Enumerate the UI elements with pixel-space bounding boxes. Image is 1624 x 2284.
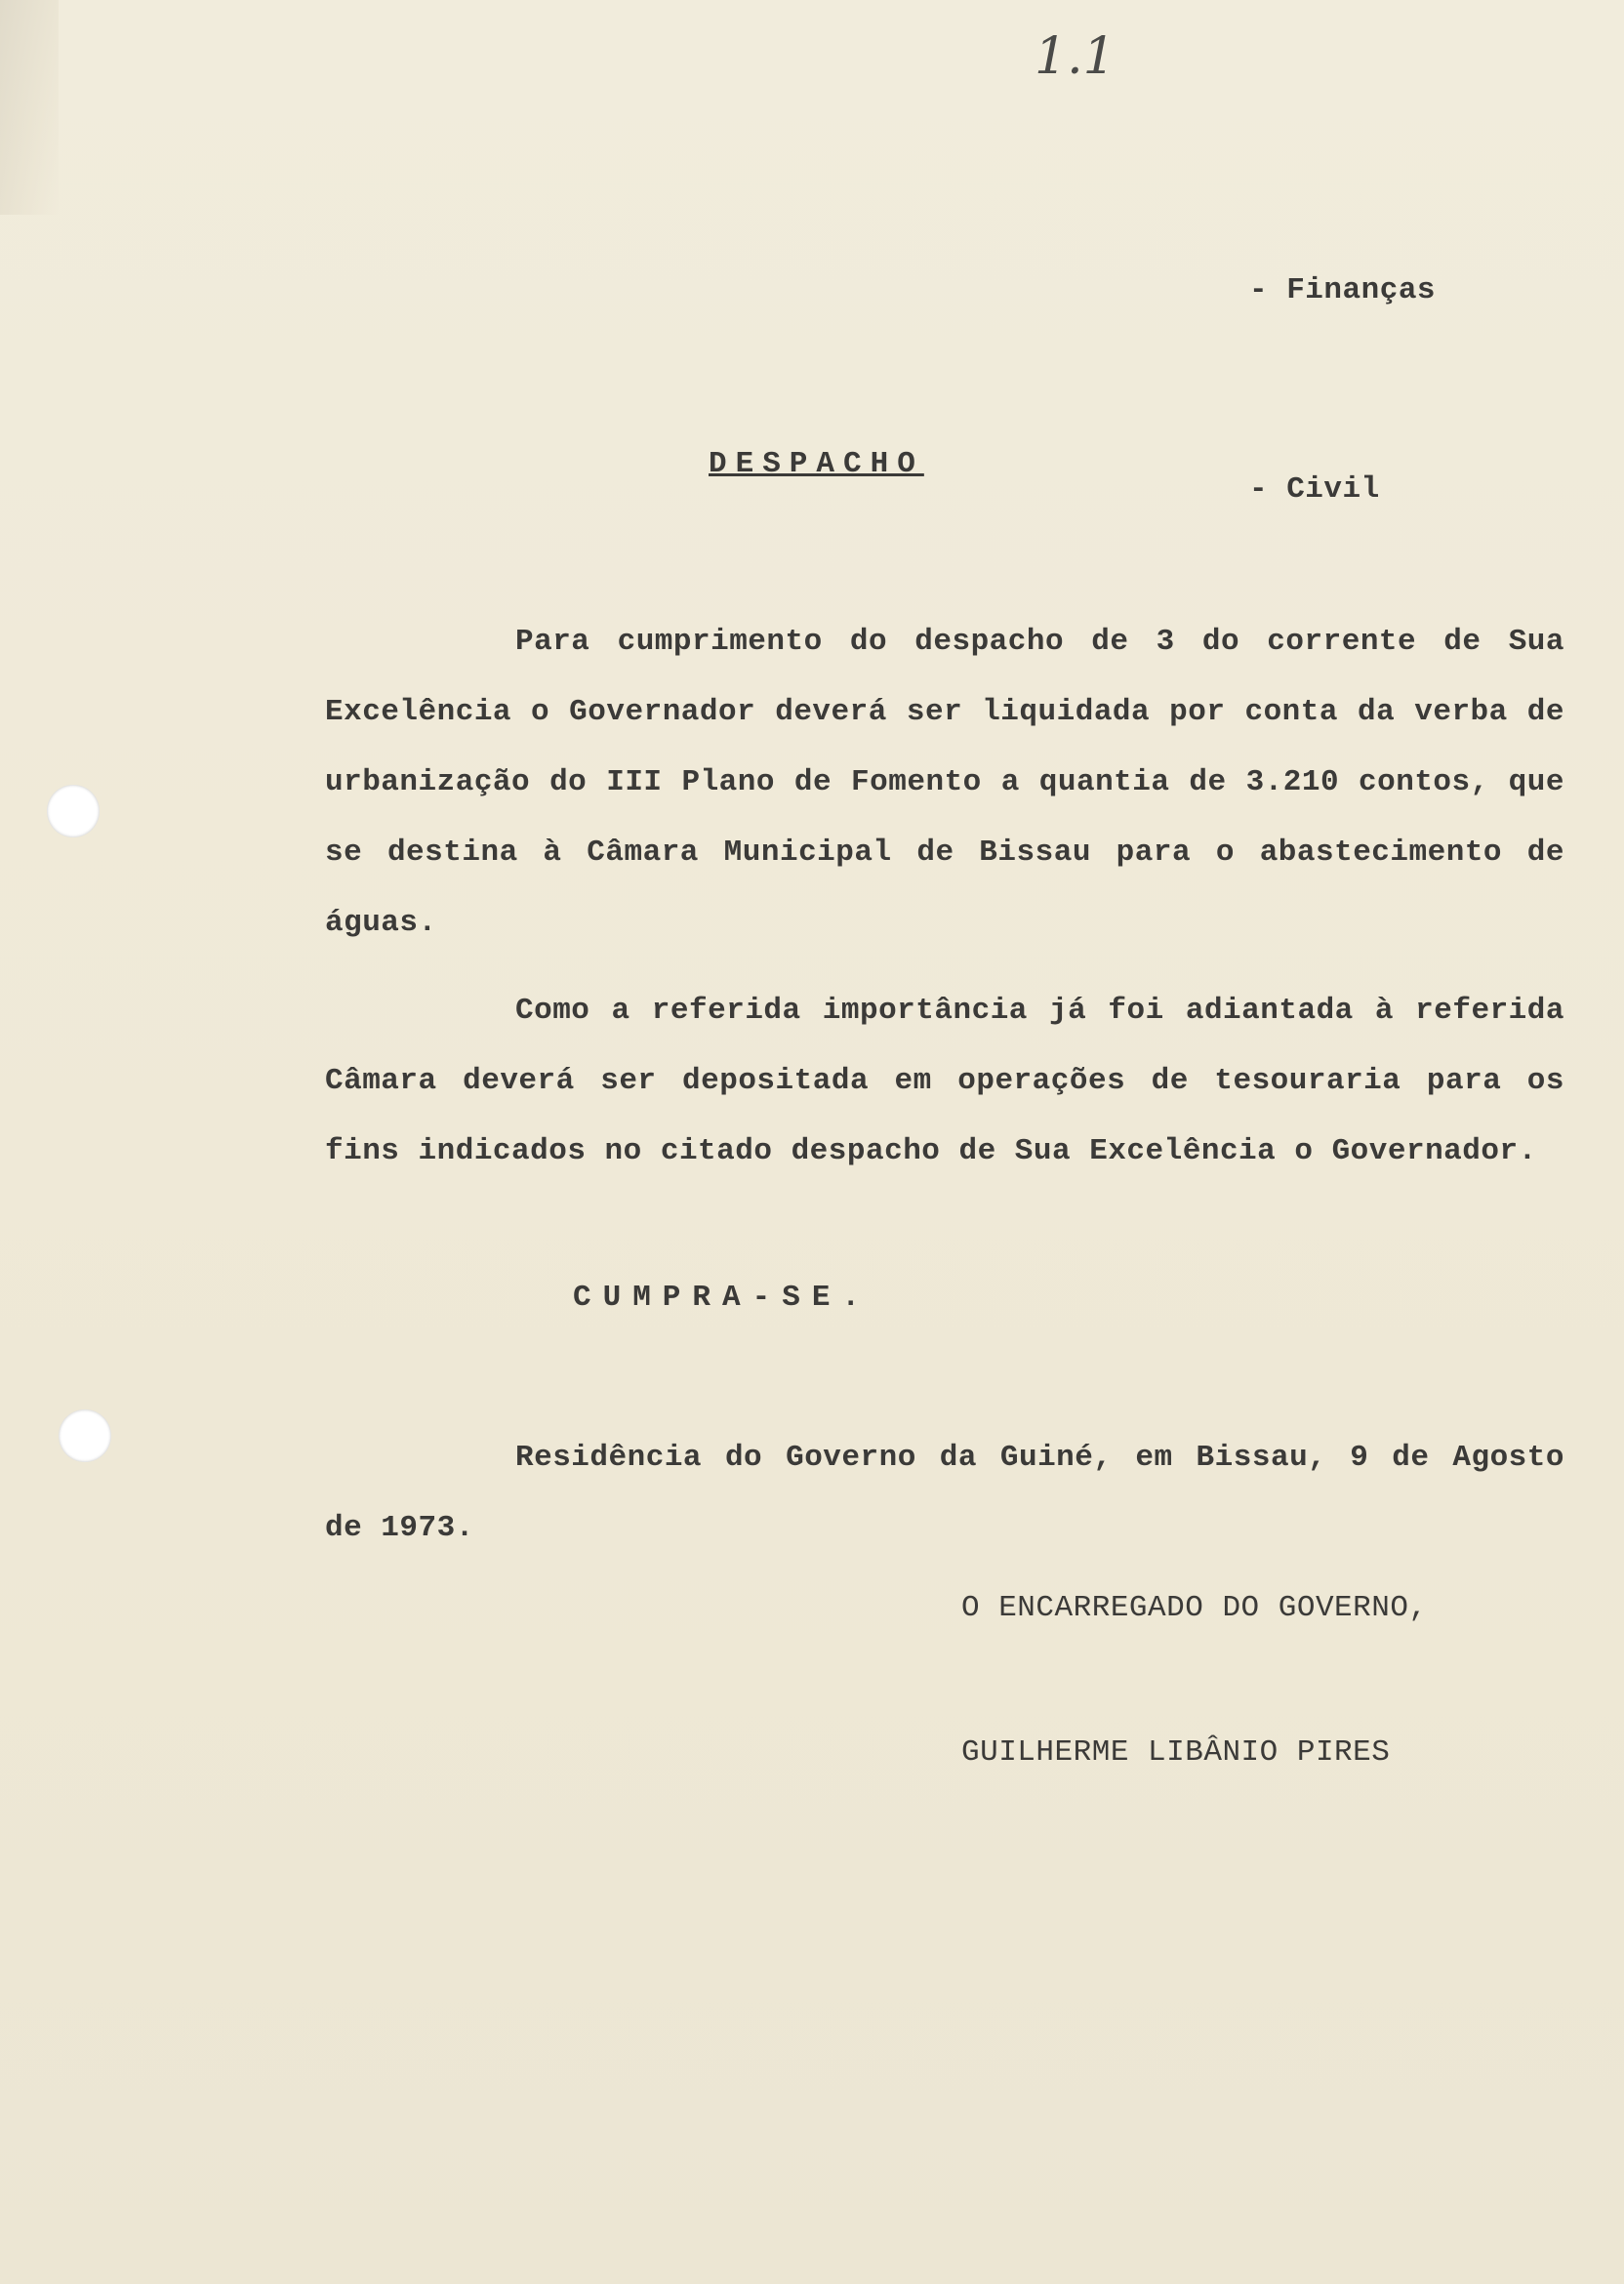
place-date (325, 1423, 1564, 1564)
signatory-name: GUILHERME LIBÂNIO PIRES (961, 1735, 1391, 1770)
document-title: DESPACHO (709, 447, 924, 481)
paragraph-1 (325, 607, 1564, 958)
corner-shadow (0, 0, 59, 215)
punch-hole (59, 1409, 111, 1462)
signatory-role: O ENCARREGADO DO GOVERNO, (961, 1591, 1428, 1625)
paragraph-1-text: Para cumprimento do despacho de 3 do corrente de Sua Excelência o Governador deverá ser liquidada por conta da verba de urbanização do III Plano de Fomento a quantia de 3.210 contos, que se destina à Câmara Municipal de Bissau para o abastecimento de águas. (325, 625, 1564, 940)
paragraph-2-text: Como a referida importância já foi adiantada à referida Câmara deverá ser depositada em operações de tesouraria para os fins indicados no citado despacho de Sua Excelência o Governador. (325, 994, 1564, 1168)
distribution-list (1249, 125, 1436, 656)
distribution-item-civil: - Civil (1249, 472, 1380, 507)
place-date-text: Residência do Governo da Guiné, em Bissau, 9 de Agosto de 1973. (325, 1441, 1564, 1545)
distribution-item-financas: - Finanças (1249, 273, 1437, 307)
handwritten-page-number: 1.1 (1035, 27, 1116, 86)
paragraph-2 (325, 976, 1564, 1187)
order-text: CUMPRA-SE. (573, 1281, 873, 1315)
punch-hole (47, 785, 100, 837)
